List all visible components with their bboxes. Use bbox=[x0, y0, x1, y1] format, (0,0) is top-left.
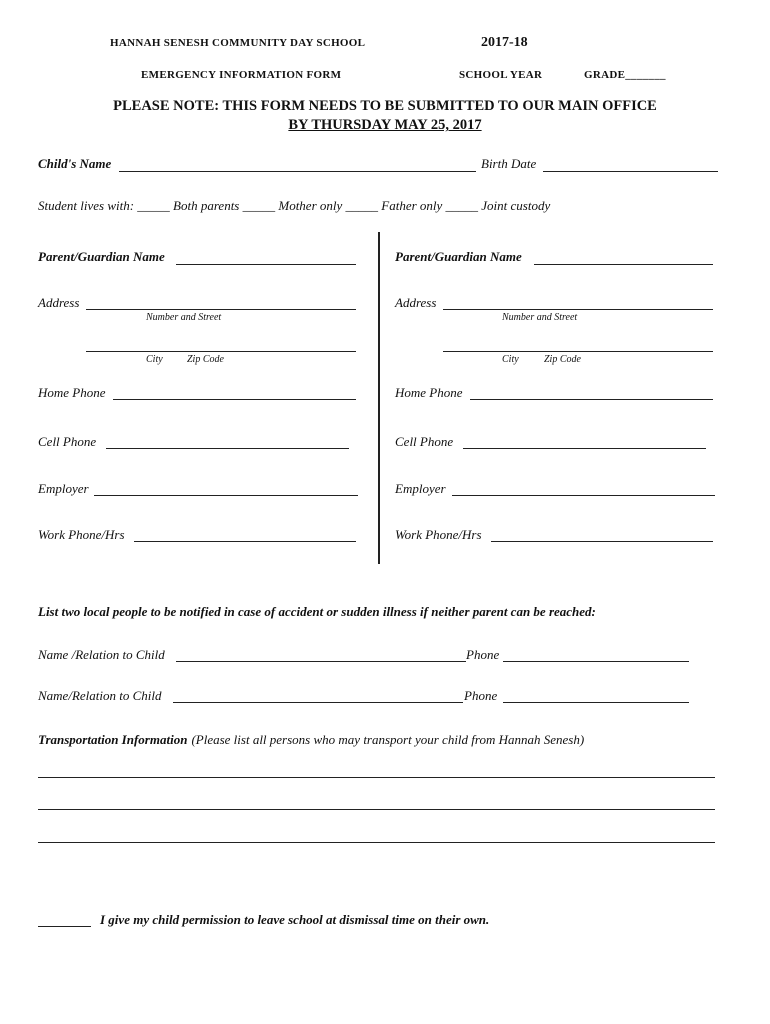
school-year-label: SCHOOL YEAR bbox=[459, 69, 543, 81]
guardian2-street-hint: Number and Street bbox=[502, 312, 578, 323]
guardian1-home-phone-label: Home Phone bbox=[38, 385, 106, 400]
deadline-text: BY THURSDAY MAY 25, 2017 bbox=[288, 117, 482, 133]
column-divider bbox=[378, 232, 380, 564]
guardian1-name-label: Parent/Guardian Name bbox=[38, 249, 165, 264]
contact1-phone-field[interactable] bbox=[503, 661, 689, 662]
guardian1-city-hint: City bbox=[146, 354, 163, 365]
guardian1-employer-field[interactable] bbox=[94, 495, 358, 496]
child-name-label: Child's Name bbox=[38, 156, 112, 171]
form-name: EMERGENCY INFORMATION FORM bbox=[141, 69, 342, 81]
guardian1-name-field[interactable] bbox=[176, 264, 356, 265]
permission-statement: I give my child permission to leave school at dismissal time on their own. bbox=[100, 912, 490, 927]
contact1-label: Name /Relation to Child bbox=[38, 647, 165, 662]
transportation-line-3[interactable] bbox=[38, 842, 715, 843]
guardian2-cell-phone-field[interactable] bbox=[463, 448, 706, 449]
guardian2-employer-field[interactable] bbox=[452, 495, 715, 496]
guardian2-cell-phone-label: Cell Phone bbox=[395, 434, 454, 449]
contact2-phone-field[interactable] bbox=[503, 702, 689, 703]
contact2-name-field[interactable] bbox=[173, 702, 463, 703]
guardian1-work-phone-label: Work Phone/Hrs bbox=[38, 527, 125, 542]
guardian1-street-hint: Number and Street bbox=[146, 312, 222, 323]
submission-deadline bbox=[0, 117, 770, 134]
guardian2-zip-hint: Zip Code bbox=[544, 354, 581, 365]
guardian2-home-phone-label: Home Phone bbox=[395, 385, 463, 400]
guardian1-employer-label: Employer bbox=[38, 481, 89, 496]
guardian1-city-zip-field[interactable] bbox=[86, 351, 356, 352]
guardian1-street-field[interactable] bbox=[86, 309, 356, 310]
transportation-hint: (Please list all persons who may transport your child from Hannah Senesh) bbox=[191, 732, 585, 747]
guardian2-city-hint: City bbox=[502, 354, 519, 365]
birth-date-field[interactable] bbox=[543, 171, 718, 172]
transportation-line-1[interactable] bbox=[38, 777, 715, 778]
guardian1-home-phone-field[interactable] bbox=[113, 399, 356, 400]
contact2-label: Name/Relation to Child bbox=[38, 688, 162, 703]
submission-notice: PLEASE NOTE: THIS FORM NEEDS TO BE SUBMITTED TO OUR MAIN OFFICE bbox=[113, 98, 657, 114]
contact1-phone-label: Phone bbox=[466, 647, 500, 662]
transportation-label: Transportation Information bbox=[38, 732, 188, 747]
guardian2-address-label: Address bbox=[395, 295, 437, 310]
child-name-field[interactable] bbox=[119, 171, 476, 172]
birth-date-label: Birth Date bbox=[481, 156, 537, 171]
guardian1-cell-phone-label: Cell Phone bbox=[38, 434, 97, 449]
guardian2-name-label: Parent/Guardian Name bbox=[395, 249, 522, 264]
guardian1-cell-phone-field[interactable] bbox=[106, 448, 349, 449]
guardian2-city-zip-field[interactable] bbox=[443, 351, 713, 352]
guardian1-address-label: Address bbox=[38, 295, 80, 310]
local-contacts-instruction: List two local people to be notified in case of accident or sudden illness if neither parent can be reached: bbox=[38, 604, 596, 619]
guardian2-employer-label: Employer bbox=[395, 481, 446, 496]
guardian1-work-phone-field[interactable] bbox=[134, 541, 356, 542]
guardian1-zip-hint: Zip Code bbox=[187, 354, 224, 365]
school-year-value: 2017-18 bbox=[481, 35, 528, 50]
guardian2-work-phone-field[interactable] bbox=[491, 541, 713, 542]
permission-initial-field[interactable] bbox=[38, 926, 91, 927]
transportation-line-2[interactable] bbox=[38, 809, 715, 810]
guardian2-work-phone-label: Work Phone/Hrs bbox=[395, 527, 482, 542]
contact1-name-field[interactable] bbox=[176, 661, 466, 662]
guardian2-street-field[interactable] bbox=[443, 309, 713, 310]
guardian2-home-phone-field[interactable] bbox=[470, 399, 713, 400]
school-name: HANNAH SENESH COMMUNITY DAY SCHOOL bbox=[110, 37, 366, 49]
contact2-phone-label: Phone bbox=[464, 688, 498, 703]
guardian2-name-field[interactable] bbox=[534, 264, 713, 265]
student-lives-with[interactable]: Student lives with: _____ Both parents _____ Mother only _____ Father only _____ Joint custody bbox=[38, 198, 551, 213]
transportation-row bbox=[38, 731, 584, 749]
grade-field[interactable]: GRADE_______ bbox=[584, 69, 666, 81]
